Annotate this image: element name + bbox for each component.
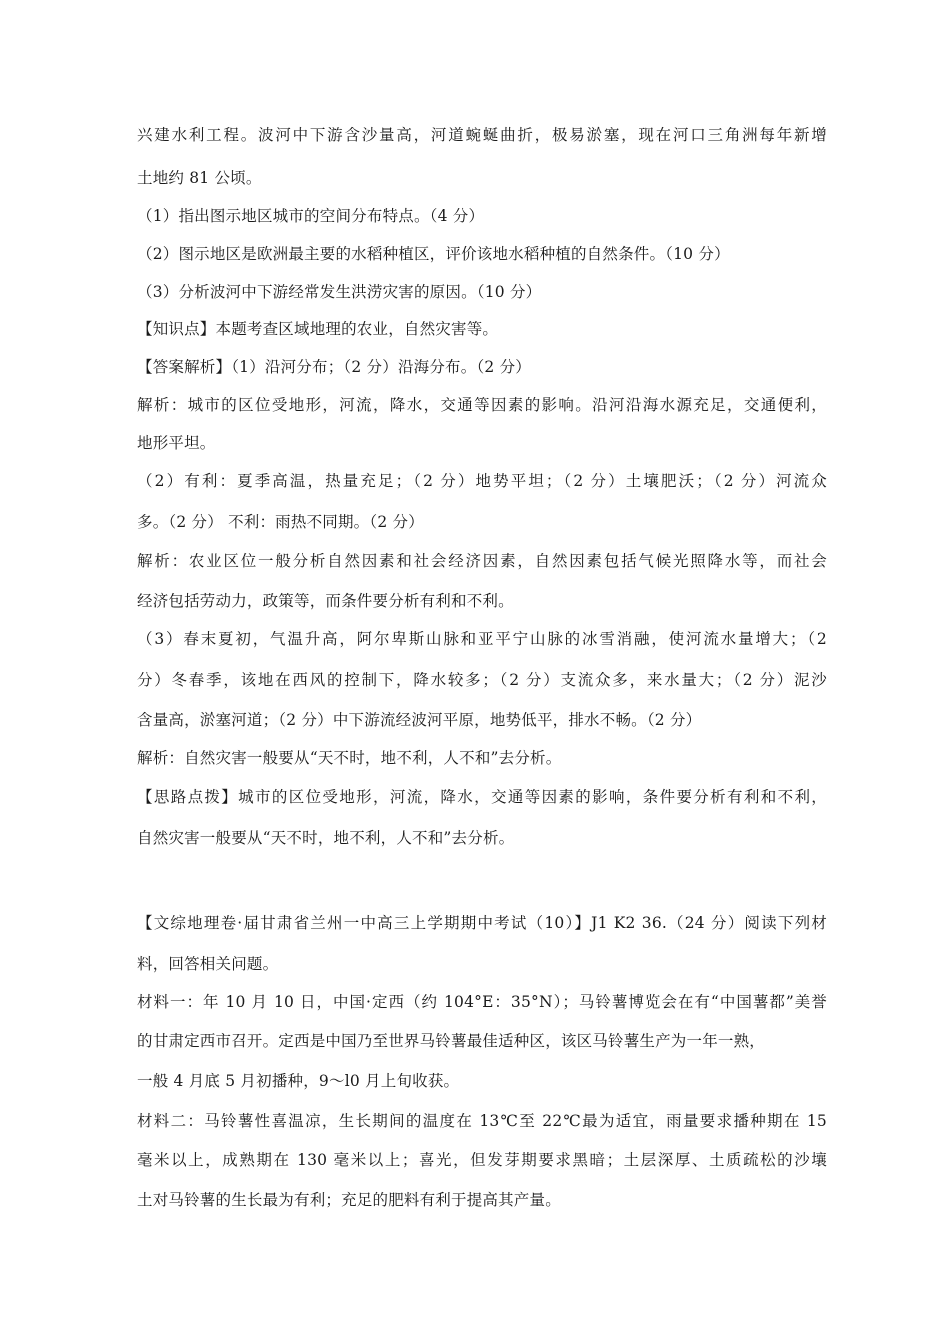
text-line: 解析：农业区位一般分析自然因素和社会经济因素，自然因素包括气候光照降水等，而社会 <box>137 552 827 570</box>
knowledge-point: 【知识点】本题考查区域地理的农业，自然灾害等。 <box>137 320 499 338</box>
text-line: 自然灾害一般要从“天不时，地不利，人不和”去分析。 <box>137 829 515 847</box>
material-1: 材料一：年 10 月 10 日，中国·定西（约 104°E：35°N）；马铃薯博览会在有“中国薯都”美誉 <box>137 993 827 1011</box>
text-line: （2）有利：夏季高温，热量充足；（2 分）地势平坦；（2 分）土壤肥沃；（2 分）河流众 <box>137 472 827 490</box>
question-1: （1）指出图示地区城市的空间分布特点。（4 分） <box>137 207 485 225</box>
question-2: （2）图示地区是欧洲最主要的水稻种植区，评价该地水稻种植的自然条件。（10 分） <box>137 245 730 263</box>
text-line: 分）冬春季，该地在西风的控制下，降水较多；（2 分）支流众多，来水量大；（2 分）泥沙 <box>137 671 827 689</box>
text-line: 毫米以上，成熟期在 130 毫米以上；喜光，但发芽期要求黑暗；土层深厚、土质疏松的沙壤 <box>137 1151 827 1169</box>
thinking-tip: 【思路点拨】城市的区位受地形，河流，降水，交通等因素的影响，条件要分析有利和不利， <box>137 788 827 806</box>
answer-heading: 【答案解析】（1）沿河分布；（2 分）沿海分布。（2 分） <box>137 358 531 376</box>
text-line: 地形平坦。 <box>137 434 216 452</box>
question-header: 【文综地理卷·届甘肃省兰州一中高三上学期期中考试（10）】J1 K2 36.（24 分）阅读下列材 <box>137 914 827 932</box>
text-line: 解析：自然灾害一般要从“天不时，地不利，人不和”去分析。 <box>137 749 562 767</box>
text-line: 多。（2 分） 不利：雨热不同期。（2 分） <box>137 513 424 531</box>
text-line: 的甘肃定西市召开。定西是中国乃至世界马铃薯最佳适种区，该区马铃薯生产为一年一熟， <box>137 1032 766 1050</box>
text-line: 经济包括劳动力，政策等，而条件要分析有利和不利。 <box>137 592 514 610</box>
text-line: 兴建水利工程。波河中下游含沙量高，河道蜿蜒曲折，极易淤塞，现在河口三角洲每年新增 <box>137 126 827 144</box>
text-line: 解析：城市的区位受地形，河流，降水，交通等因素的影响。沿河沿海水源充足，交通便利， <box>137 396 827 414</box>
text-line: 一般 4 月底 5 月初播种，9～l0 月上旬收获。 <box>137 1072 460 1090</box>
text-line: （3）春末夏初，气温升高，阿尔卑斯山脉和亚平宁山脉的冰雪消融，使河流水量增大；（2 <box>137 630 827 648</box>
material-2: 材料二：马铃薯性喜温凉，生长期间的温度在 13℃至 22℃最为适宜，雨量要求播种期在 15 <box>137 1112 827 1130</box>
text-line: 土对马铃薯的生长最为有利；充足的肥料有利于提高其产量。 <box>137 1191 561 1209</box>
text-line: 含量高，淤塞河道；（2 分）中下游流经波河平原，地势低平，排水不畅。（2 分） <box>137 711 702 729</box>
question-3: （3）分析波河中下游经常发生洪涝灾害的原因。（10 分） <box>137 283 542 301</box>
text-line: 料，回答相关问题。 <box>137 955 279 973</box>
text-line: 土地约 81 公顷。 <box>137 169 262 187</box>
